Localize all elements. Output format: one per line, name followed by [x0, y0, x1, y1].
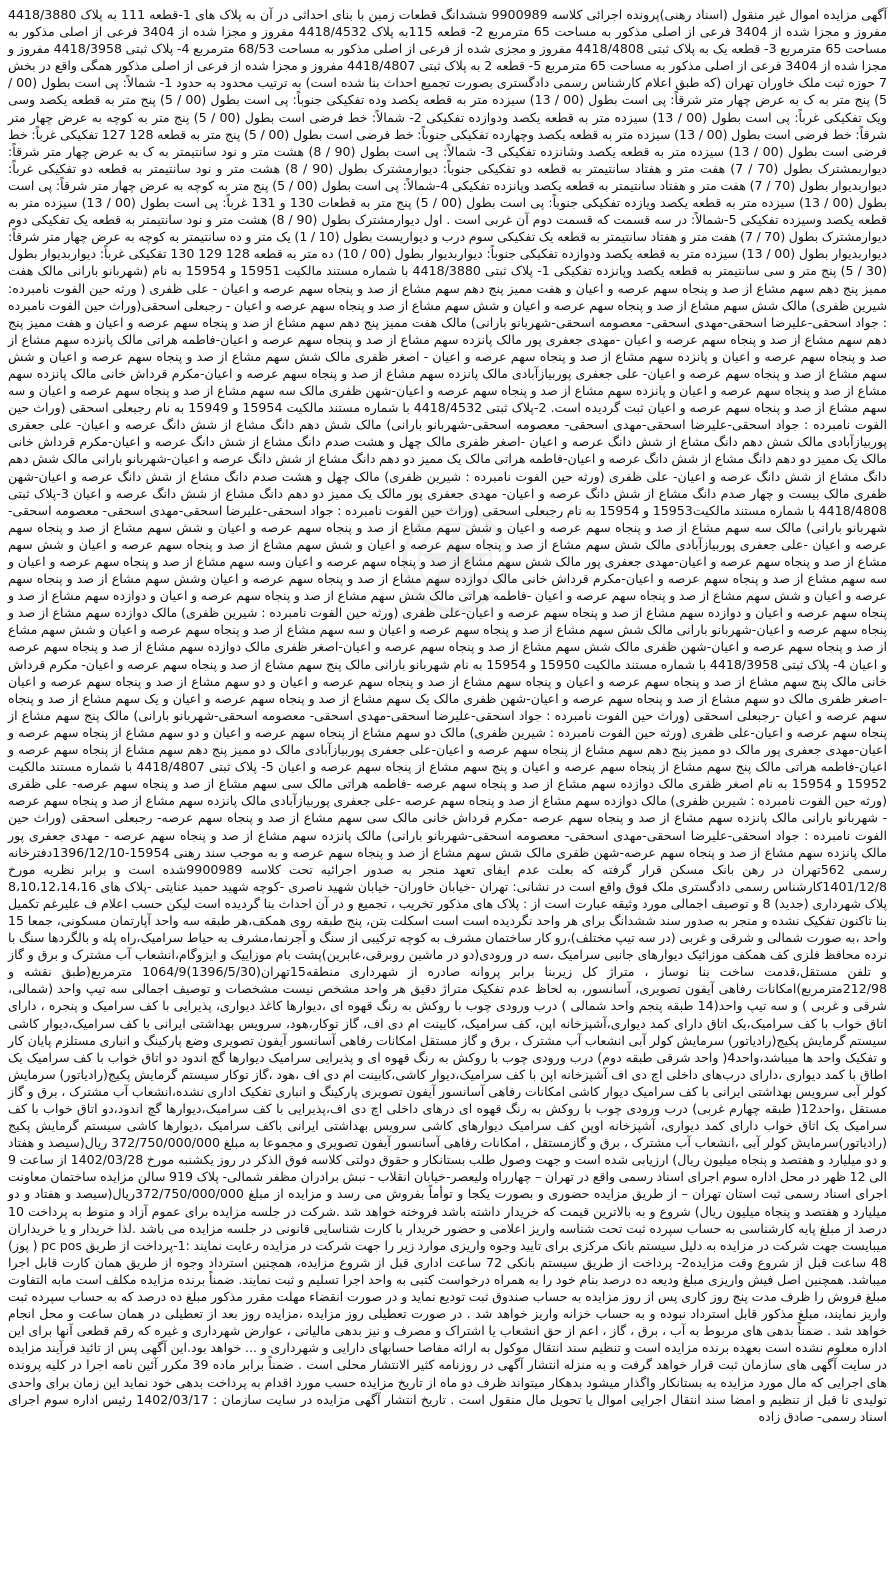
auction-notice-text: آگهی مزایده اموال غیر منقول (اسناد رهنی)پرونده اجرائی کلاسه 9900989 ششدانگ قطعات زمین با بنای احداثی در آن به پلاک های 1-قطعه 111 به پلاک 4418/3880 مفروز و مجزا شده از 3404 فرعی از اصلی مذکور به مساحت 65 مترمربع 2- قطعه 115به پلاک 4418/4532 مفروز و مجزا شده از 3404 فرعی از اصلی مذکور به مساحت 65 مترمربع 3- قطعه یک به پلاک ثبتی 4418/4808 مفروز و مجزی شده از فرعی از اصلی مذکور به مساحت 68/53 مترمربع 4- پلاک ثبتی 4418/3958 مفروز و مجزا شده از 3404 فرعی از اصلی مذکور به مساحت 65 مترمربع 5- قطعه 2 به پلاک ثبتی 4418/4807 مفروز و مجزا شده از فرعی از اصلی مذکور همگی واقع در بخش 7 حوزه ثبت ملک خاوران تهران (که طبق اعلام کارشناس رسمی دادگستری بصورت تجمیع احداث بنا شده است) به ترتیب محدود به حدود 1- شمالاً: پی است بطول (00 / 5) پنج متر به ک به عرض چهار متر شرقاً: پی است بطول (00 / 13) سیزده متر به قطعه یکصد وده تفکیکی جنوباً: پی است بطول (00 / 5) پنج متر به قطعه یکصد وسی ویک تفکیکی غرباً: پی است بطول (00 / 13) سیزده متر به قطعه یکصد ودوازده تفکیکی 2- شمالاً: خط فرضی است بطول (00 / 5) پنج متر به کوچه به عرض چهار متر شرقاً: خط فرضی است بطول (00 / 13) سیزده متر به قطعه یکصد وچهارده تفکیکی جنوباً: خط فرضی است بطول (00 / 5) پنج متر به قطعه 128 127 تفکیکی غرباً: خط فرضی است بطول (00 / 13) سیزده متر به قطعه یکصد وشانزده تفکیکی 3- شمالاً: پی است بطول (90 / 8) هشت متر و نود سانتیمتر به ک به عرض چهار متر شرقاً: دیواربمشترک بطول (70 / 7) هفت متر و هفتاد سانتیمتر به قطعه دو تفکیکی جنوباً: دیوارمشترک بطول (90 / 8) هشت متر و نود سانتیمتر به قطعه دو تفکیکی غرباً: دیواربدیوار بطول (70 / 7) هفت متر و هفتاد سانتیمتر به قطعه یکصد وپانزده تفکیکی 4-شمالاً: پی است بطول (00 / 5) پنج متر به کوچه به عرض چهار متر شرقاً: پی است بطول (00 / 13) سیزده متر به قطعه یکصد ویازده تفکیکی جنوباً: پی است بطول (00 / 5) پنج متر به قطعات 130 و 131 غرباً: پی است بطول (00 / 13) سیزده متر به قطعه یکصد وسیزده تفکیکی 5-شمالاً: در سه قسمت که قسمت دوم آن غربی است . اول دیوارمشترک بطول (90 / 8) هشت متر و نود سانتیمتر به قطعه یک تفکیکی دوم دیوارمشترک بطول (70 / 7) هفت متر و هفتاد سانتیمتر به قطعه یک تفکیکی سوم درب و دیواریست بطول (10 / 1) یک متر و ده سانتیمتر به کوچه به عرض چهار متر شرقاً: دیواربدیوار بطول (00 / 13) سیزده متر به قطعه یکصد ودوازده تفکیکی جنوباً: دیواربدیوار بطول (00 / 10) ده متر به قطعه 128 129 130 تفکیکی غرباً: دیواربدیوار بطول (30 / 5) پنج متر و سی سانتیمتر به قطعه یکصد وپانزده تفکیکی 1- پلاک ثبتی 4418/3880 با شماره مستند مالکیت 15951 و 15954 به نام (شهربانو بارانی مالک هفت ممیز پنج دهم سهم مشاع از صد و پنجاه سهم عرصه و اعیان و هفت ممیز پنج دهم سهم مشاع از صد و پنجاه سهم عرصه و اعیان - علی ظفری ( ورثه حین الفوت نامبرده: شیرین ظفری) مالک شش سهم مشاع از صد و پنجاه سهم عرصه و اعیان و شش سهم مشاع از صد و پنجاه سهم عرصه و اعیان - رجبعلی اسحقی(وراث حین الفوت نامبرده : جواد اسحقی-علیرضا اسحقی-مهدی اسحقی- معصومه اسحقی-شهربانو بارانی) مالک هفت ممیز پنج دهم سهم مشاع از صد و پنجاه سهم عرصه و اعیان و هفت ممیز پنج دهم سهم مشاع از صد و پنجاه سهم عرصه و اعیان -مهدی جعفری پور مالک پانزده سهم مشاع از صد و پنجاه سهم عرصه و اعیان-فاطمه هراتی مالک پانزده سهم مشاع از صد و پنجاه سهم عرصه و اعیان و پانزده سهم مشاع از صد و پنجاه سهم عرصه و اعیان - اصغر ظفری مالک شش سهم مشاع از صد و پنجاه سهم عرصه و اعیان و شش سهم مشاع از صد و پنجاه سهم عرصه و اعیان- علی جعفری پوربیازآبادی مالک پانزده سهم مشاع از صد و پنجاه سهم عرصه و اعیان-مکرم قرداش خانی مالک پانزده سهم مشاع از صد و پنجاه سهم عرصه و اعیان و پانزده سهم مشاع از صد و پنجاه سهم عرصه و اعیان-شهن ظفری مالک سه سهم مشاع از صد و پنجاه سهم عرصه و اعیان و سه سهم مشاع از صد و پنجاه سهم عرصه و اعیان ثبت گردیده است. 2-پلاک ثبتی 4418/4532 با شماره مستند مالکیت 15954 و 15949 به نام رجبعلی اسحقی (وراث حین الفوت نامبرده : جواد اسحقی-علیرضا اسحقی-مهدی اسحقی- معصومه اسحقی-شهربانو بارانی) مالک شش دهم دانگ مشاع از شش دانگ عرصه و اعیان- علی جعفری پوربیازآبادی مالک شش دهم دانگ مشاع از شش دانگ عرصه و اعیان -اصغر ظفری مالک چهل و هشت صدم دانگ مشاع از شش دانگ عرصه و اعیان-مکرم قرداش خانی مالک یک ممیز دو دهم دانگ مشاع از شش دانگ عرصه و اعیان-فاطمه هراتی مالک یک ممیز دو دهم دانگ مشاع از شش دانگ عرصه و اعیان-شهربانو بارانی مالک شش دهم دانگ مشاع از شش دانگ عرصه و اعیان- علی ظفری (ورثه حین الفوت نامبرده : شیرین ظفری) مالک چهل و هشت صدم دانگ مشاع از شش دانگ عرصه و اعیان-شهن ظفری مالک بیست و چهار صدم دانگ مشاع از شش دانگ عرصه و اعیان- مهدی جعفری پور مالک یک ممیز دو دهم دانگ مشاع از شش دانگ عرصه و اعیان 3-پلاک ثبتی 4418/4808 با شماره مستند مالکیت15953 و 15954 به نام رجبعلی اسحقی (وراث حین الفوت نامبرده : جواد اسحقی-علیرضا اسحقی-مهدی اسحقی- معصومه اسحقی-شهربانو بارانی) مالک سه سهم مشاع از صد و پنجاه سهم عرصه و اعیان و شش سهم مشاع از صد و پنجاه سهم عرصه و اعیان و شش سهم مشاع از صد و پنجاه سهم عرصه و اعیان -علی جعفری پوربیازآبادی مالک شش سهم مشاع از صد و پنجاه سهم عرصه و اعیان و شش سهم مشاع از صد و پنجاه سهم عرصه و اعیان و شش سهم مشاع از صد و پنجاه سهم عرصه و اعیان-مهدی جعفری پور مالک شش سهم مشاع از صد و پنجاه سهم عرصه و اعیان وسه سهم مشاع از صد و پنجاه سهم عرصه و اعیان و سه سهم مشاع از صد و پنجاه سهم عرصه و اعیان-مکرم قرداش خانی مالک دوازده سهم مشاع از صد و پنجاه سهم عرصه و اعیان وشش سهم مشاع از صد و پنجاه سهم عرصه و اعیان و شش سهم مشاع از صد و پنجاه سهم عرصه و اعیان -فاطمه هراتی مالک شش سهم مشاع از صد و پنجاه سهم عرصه و اعیان و دوازده سهم مشاع از صد و پنجاه سهم عرصه و اعیان و دوازده سهم مشاع از صد و پنجاه سهم عرصه و اعیان-علی ظفری (ورثه حین الفوت نامبرده : شیرین ظفری) مالک دوازده سهم مشاع از صد و پنجاه سهم عرصه و اعیان-شهربانو بارانی مالک شش سهم مشاع از صد و پنجاه سهم عرصه و اعیان و سه سهم مشاع از صد و پنجاه سهم عرصه و اعیان و شش سهم مشاع از صد و پنجاه سهم عرصه و اعیان-شهن ظفری مالک شش سهم مشاع از صد و پنجاه سهم عرصه و اعیان-اصغر ظفری مالک دوازده سهم مشاع از صد و پنجاه سهم عرصه و اعیان 4- پلاک ثبتی 4418/3958 با شماره مستند مالکیت 15950 و 15954 به نام شهربانو بارانی مالک پنج سهم مشاع از صد و پنجاه سهم عرصه و اعیان- مکرم قرداش خانی مالک پنج سهم مشاع از صد و پنجاه سهم عرصه و اعیان و پنجاه سهم مشاع از صد و پنجاه سهم عرصه و اعیان و دو سهم مشاع از صد و پنجاه سهم عرصه و اعیان -اصغر ظفری مالک دو سهم مشاع از صد و پنجاه سهم عرصه و اعیان-شهن ظفری مالک یک سهم مشاع از صد و پنجاه سهم عرصه و اعیان و یک سهم مشاع از صد و پنجاه سهم عرصه و اعیان -رجبعلی اسحقی (وراث حین الفوت نامبرده : جواد اسحقی-علیرضا اسحقی-مهدی اسحقی- معصومه اسحقی-شهربانو بارانی) مالک پنج سهم مشاع از پنجاه سهم عرصه و اعیان-علی ظفری (ورثه حین الفوت نامبرده : شیرین ظفری) مالک دو سهم مشاع از پنجاه سهم عرصه و اعیان و دو سهم مشاع از پنجاه سهم عرصه و اعیان-مهدی جعفری پور مالک دو ممیز پنج دهم سهم مشاع از پنجاه سهم عرصه و اعیان-علی جعفری پوربیازآبادی مالک دو ممیز پنج دهم سهم مشاع از پنجاه سهم عرصه و اعیان-فاطمه هراتی مالک پنج سهم مشاع از پنجاه سهم عرصه و اعیان و پنج سهم مشاع از پنجاه سهم عرصه و اعیان 5- پلاک ثبتی 4418/4807 با شماره مستند مالکیت 15952 و 15954 به نام اصغر ظفری مالک دوازده سهم مشاع از صد و پنجاه سهم عرصه -فاطمه هراتی مالک سی سهم مشاع از صد و پنجاه سهم عرصه- علی ظفری (ورثه حین الفوت نامبرده : شیرین ظفری) مالک دوازده سهم مشاع از صد و پنجاه سهم عرصه -علی جعفری پوربیازآبادی مالک پانزده سهم مشاع از صد و پنجاه سهم عرصه - شهربانو بارانی مالک پانزده سهم مشاع از صد و پنجاه سهم عرصه -مکرم قرداش خانی مالک سی سهم مشاع از صد و پنجاه سهم عرصه- رجبعلی اسحقی (وراث حین الفوت نامبرده : جواد اسحقی-علیرضا اسحقی-مهدی اسحقی- معصومه اسحقی-شهربانو بارانی) مالک پانزده سهم مشاع از صد و پنجاه سهم عرصه - مهدی جعفری پور مالک پانزده سهم مشاع از صد و پنجاه سهم عرصه-شهن ظفری مالک شش سهم مشاع از صد و پنجاه سهم عرصه و به موجب سند رهنی 15954-1396/12/10دفترخانه رسمی 562تهران در رهن بانک مسکن قرار گرفته که بعلت عدم ایفای تعهد منجر به صدور اجرائیه تحت کلاسه 9900989شده است و برابر نظریه مورخ 1401/12/8کارشناس رسمی دادگستری ملک فوق واقع است در نشانی: تهران -خیابان خاوران- خیابان شهید ناصری -کوچه شهید حمید عنایتی -پلاک های 8،10،12،14،16 پلاک شهرداری (جدید) 8 و توصیف اجمالی مورد وثیقه عبارت است از : پلاک های مذکور تخریب ، تجمیع و در آن احداث بنا گردیده است لیکن حسب اعلام ف علیرغم تکمیل بنا تاکنون تفکیک نشده و منجر به صدور سند ششدانگ برای هر واحد نگردیده است است اسکلت بتن، پنج طبقه روی همکف،هر طبقه سه واحد آپارتمان مسکونی، جمعا 15 واحد ،به صورت شمالی و شرقی و غربی (در سه تیپ مختلف)،رو کار ساختمان مشرف به کوچه ترکیبی از سنگ و آجرنما،مشرف به حیاط سرامیک،راه پله و بالگردها سنگ با نرده محافظ فلزی کف همکف موزائیک دیوارهای جانبی سرامیک ،سه در ورودی(دو در ماشین روبرقی،عابرین)پشت بام موزاییک و ایزوگام،انشعاب آب مشترک و برق و گاز و تلفن مستقل،قدمت ساخت بنا نوساز ، متراژ کل زیربنا برابر پروانه صادره از شهرداری منطقه15تهران(1396/5/30)1064/9 مترمربع(طبق نقشه و 212/98مترمربع)امکانات رفاهی آیفون تصویری، آسانسور، به لحاظ عدم تفکیک متراژ دقیق هر واحد مشخص نیست مشخصات و توصیف اجمالی سه تیپ واحد (شمالی، شرقی و غربی ) و سه تیپ واحد(14 طبقه پنجم واحد شمالی ) درب ورودی چوب با روکش به رنگ قهوه ای ،دیوارها کاغذ دیواری، پذیرایی با کف سرامیک و پنجره ، دارای اتاق خواب با کف سرامیک،یک اتاق دارای کمد دیواری،آشپزخانه اپن، کف سرامیک، کابینت ام دی اف، گاز توکار،هود، سرویس بهداشتی ایرانی با کف سرامیک،دیوار کاشی سیستم گرمایش پکیج(رادیاتور) سرمایش کولر آبی انشعاب آب مشترک ، برق و گاز مستقل امکانات رفاهی آسانسور آیفون تصویری وضع پارکینگ و انباری مستلزم پایان کار و تفکیک واحد ها میباشد،واحد4( واحد شرقی طبقه دوم) درب ورودی چوب با روکش به رنگ قهوه ای و پذیرایی سرامیک دیوارها گچ اندود دو اتاق خواب با کف سرامیک یک اطاق با کمد دیواری ،دارای درب‌های داخلی اچ دی اف آشپزخانه اپن با کف سرامیک،دیوار کاشی،کابینت ام دی اف ،هود ،گاز توکار سیستم گرمایش پکیج(رادیاتور) سرمایش کولر آبی سرویس بهداشتی ایرانی با کف سرامیک دیوار کاشی امکانات رفاهی آسانسور آیفون تصویری پارکینگ و انباری تفکیک اداری نشده،انشعاب آب مشترک ، برق و گاز مستقل ،واحد12( طبقه چهارم غربی) درب ورودی چوب با روکش به رنگ قهوه ای درهای داخلی اچ دی اف،پذیرایی با کف سرامیک،دیوارها گچ اندود،دو اتاق خواب با کف سرامیک یک اتاق خواب دارای کمد دیواری، آشپزخانه اوپن کف سرامیک دیوارهای کاشی سرویس بهداشتی ایرانی باکف سرامیک ،دیوارها کاشی سیستم گرمایش پکیج (رادیاتور)سرمایش کولر آبی ،انشعاب آب مشترک ، برق و گازمستقل ، امکانات رفاهی آسانسور آیفون تصویری و مجموعا به مبلغ 372/750/000/000 ریال(سیصد و هفتاد و دو میلیارد و هفتصد و پنجاه میلیون ریال) ارزیابی شده است و جهت وصول طلب بستانکار و حقوق دولتی کلاسه فوق الذکر در روز یکشنبه مورخ 1402/03/28 از ساعت 9 الی 12 ظهر در محل اداره سوم اجرای اسناد رسمی واقع در تهران – چهارراه ولیعصر-خیابان انقلاب - نبش برادران مظفر شمالی- پلاک 919 سالن مزایده ساختمان معاونت اجرای اسناد رسمی ثبت استان تهران – از طریق مزایده حضوری و بصورت یکجا و توأماً بفروش می رسد و مزایده از مبلغ 372/750/000/000ریال(سیصد و هفتاد و دو میلیارد و هفتصد و پنجاه میلیون ریال) شروع و به بالاترین قیمت که خریدار داشته باشد فروخته خواهد شد .شرکت در جلسه مزایده برای عموم آزاد و منوط به پرداخت 10 درصد از مبلغ پایه کارشناسی به حساب سپرده ثبت تحت شناسه واریز اعلامی و حضور خریدار با کارت شناسایی قانونی در جلسه مزایده می باشد .لذا خریدار و یا خریداران میبایست جهت شرکت در مزایده به دلیل سیستم بانک مرکزی برای تایید وجوه واریزی موارد زیر را جهت شرکت در مزایده رعایت نمایند :1-پرداخت از طریق pc pos ( پوز) 48 ساعت قبل از شروع وقت مزایده2- پرداخت از طریق سیستم بانکی 72 ساعت اداری قبل از شروع مزایده، همچنین استرداد وجوه از طریق همان کارت قابل اجرا میباشد. همچنین اصل فیش واریزی مبلغ ودیعه ده درصد بنام خود را به همراه درخواست کتبی به واحد اجرا تسلیم و ثبت نمایند. ضمناً برنده مزایده مکلف است مابه التفاوت مبلغ فروش را ظرف مدت پنج روز کاری پس از روز مزایده به حساب صندوق ثبت تودیع نماید و در صورت انقضاء مهلت مقرر مذکور مبلغ ده درصد که به حساب سپرده ثبت واریز نمایند، مبلغ مذکور قابل استرداد نبوده و به حساب خزانه واریز خواهد شد . در صورت تعطیلی روز مزایده ،مزایده روز بعد از تعطیلی در همان ساعت و محل انجام خواهد شد . ضمناً بدهی های مربوط به آب ، برق ، گاز ، اعم از حق انشعاب یا اشتراک و مصرف و نیز بدهی مالیاتی ، عوارض شهرداری و غیره که رقم قطعی آنها برای این اداره معلوم نشده است بعهده برنده مزایده است و تنظیم سند انتقال موکول به ارائه مفاصا حسابهای دارایی و شهرداری و ... خواهد بود.این آگهی پس از تائید فرآیند مزایده در سایت آگهی های سازمان ثبت قرار خواهد گرفت و به منزله انتشار آگهی در روزنامه کثیر الانتشار محلی است . ضمناً برابر ماده 39 مکرر آئین نامه اجرا در کلیه پرونده های اجرایی که مال مورد مزایده به بستانکار واگذار میشود بدهکار میتواند ظرف دو ماه از تاریخ مزایده حسب مورد اقدام به پرداخت بدهی خود نماید این زمان برای واحدی تولیدی تا قبل از تنظیم و امضا سند انتقال اجرایی اموال یا تحویل مال منقول است . تاریخ انتشار آگهی مزایده در سایت سازمان : 1402/03/17 رئیس اداره سوم اجرای اسناد رسمی- صادق زاده — [8, 7, 888, 1424]
